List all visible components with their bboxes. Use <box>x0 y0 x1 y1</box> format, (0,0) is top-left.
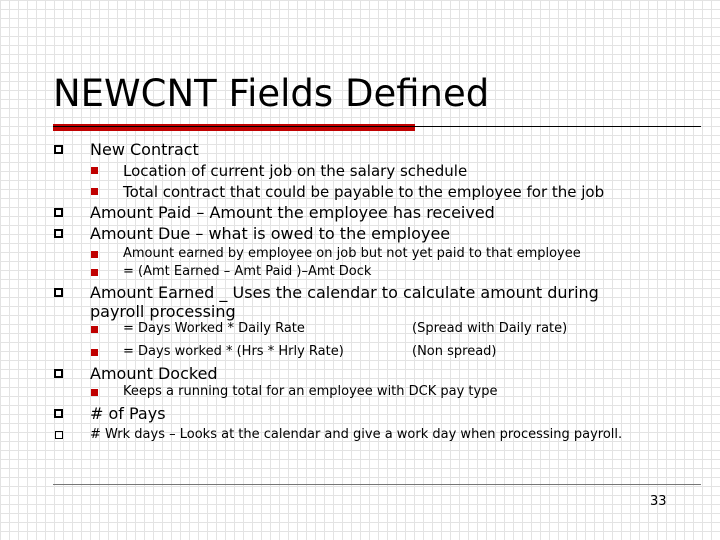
title-rule <box>53 126 701 127</box>
item-amount-paid: Amount Paid – Amount the employee has received <box>90 203 495 222</box>
item-num-pays: # of Pays <box>90 404 166 423</box>
square-bullet <box>91 188 98 195</box>
item-amount-earned-line2: payroll processing <box>90 302 236 321</box>
hollow-square-bullet <box>54 369 63 378</box>
item-amount-earned-line1: Amount Earned _ Uses the calendar to calculate amount during <box>90 283 599 302</box>
item-amount-due-formula: = (Amt Earned – Amt Paid )–Amt Dock <box>123 264 372 279</box>
square-bullet <box>91 251 98 258</box>
hollow-square-bullet <box>54 229 63 238</box>
square-bullet <box>91 167 98 174</box>
square-bullet <box>91 269 98 276</box>
item-days-worked-daily: = Days Worked * Daily Rate <box>123 321 305 336</box>
item-amount-docked: Amount Docked <box>90 364 218 383</box>
item-amount-earned-desc: Amount earned by employee on job but not yet paid to that employee <box>123 246 581 261</box>
slide-title: NEWCNT Fields Defined <box>53 72 490 115</box>
item-spread-note: (Spread with Daily rate) <box>412 321 568 336</box>
square-bullet <box>91 349 98 356</box>
item-amount-due: Amount Due – what is owed to the employee <box>90 224 451 243</box>
hollow-square-bullet <box>54 208 63 217</box>
item-running-total: Keeps a running total for an employee with DCK pay type <box>123 384 498 399</box>
item-new-contract: New Contract <box>90 140 199 159</box>
item-wrk-days: # Wrk days – Looks at the calendar and give a work day when processing payroll. <box>90 427 623 442</box>
footer-rule <box>53 484 701 485</box>
hollow-square-bullet <box>54 145 63 154</box>
square-bullet <box>91 326 98 333</box>
hollow-square-bullet <box>54 288 63 297</box>
item-total-contract: Total contract that could be payable to the employee for the job <box>123 183 605 201</box>
item-days-worked-hourly: = Days worked * (Hrs * Hrly Rate) <box>123 344 344 359</box>
hollow-square-bullet <box>54 409 63 418</box>
item-non-spread-note: (Non spread) <box>412 344 497 359</box>
item-location: Location of current job on the salary schedule <box>123 162 468 180</box>
page-number: 33 <box>650 494 667 509</box>
square-bullet <box>91 389 98 396</box>
hollow-square-bullet <box>55 431 63 439</box>
